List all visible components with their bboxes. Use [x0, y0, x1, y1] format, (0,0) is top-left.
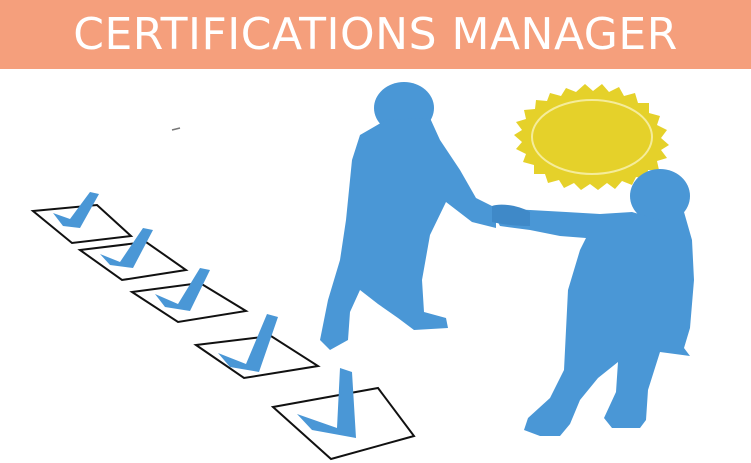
certification-illustration	[0, 69, 751, 463]
header-banner	[0, 0, 751, 69]
left-businessman-figure	[320, 82, 496, 350]
page-title: CERTIFICATIONS MANAGER	[73, 8, 678, 60]
checkmark-icon	[218, 314, 278, 372]
checkmark-icon	[53, 192, 99, 228]
stray-mark	[172, 128, 180, 130]
checkmark-icon	[100, 228, 153, 268]
checkmark-icon	[297, 368, 356, 438]
handshake	[492, 205, 530, 226]
